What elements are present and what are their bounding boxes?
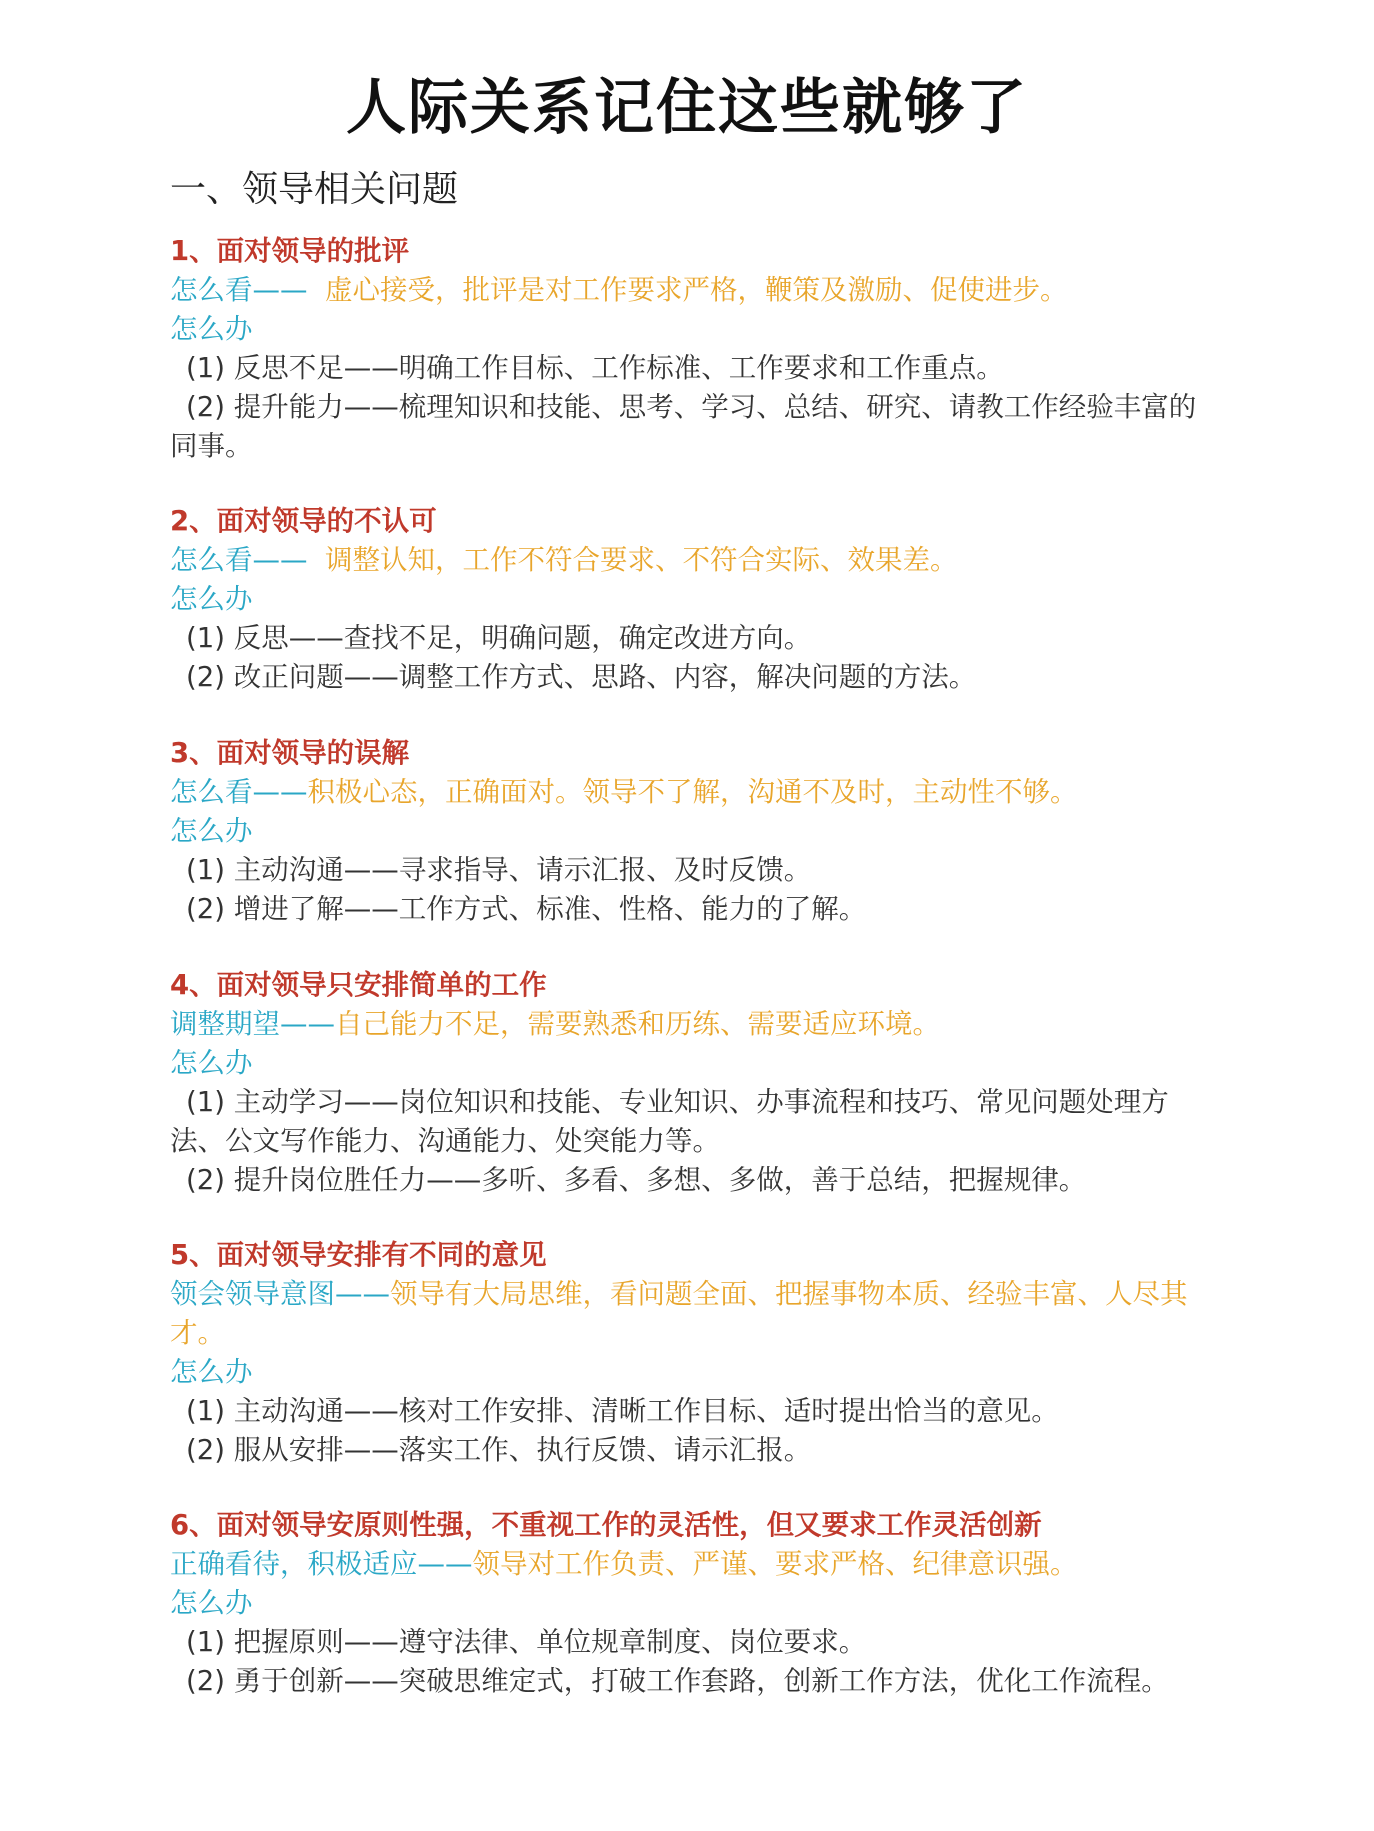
question-title: 5、面对领导安排有不同的意见	[170, 1239, 547, 1271]
how-view-label: 领会领导意图——	[170, 1278, 390, 1310]
how-view-label: 正确看待，积极适应——	[170, 1548, 473, 1580]
how-do-label: 怎么办	[170, 815, 253, 847]
list-item: (1) 主动沟通——核对工作安排、清晰工作目标、适时提出恰当的意见。	[186, 1395, 1059, 1427]
question-block-2	[170, 502, 1220, 697]
how-view-text: 调整认知，工作不符合要求、不符合实际、效果差。	[307, 544, 958, 576]
how-view-label: 怎么看——	[170, 274, 308, 306]
how-view-line	[170, 773, 1220, 812]
how-view-label: 怎么看——	[170, 544, 308, 576]
how-view-line	[170, 1005, 1220, 1044]
list-item: (2) 改正问题——调整工作方式、思路、内容，解决问题的方法。	[186, 661, 977, 693]
how-do-label: 怎么办	[170, 583, 253, 615]
list-item: (2) 提升能力——梳理知识和技能、思考、学习、总结、研究、请教工作经验丰富的同事。	[170, 391, 1197, 462]
how-view-text: 领导有大局思维，看问题全面、把握事物本质、经验丰富、人尽其才。	[170, 1278, 1188, 1349]
how-view-text: 领导对工作负责、严谨、要求严格、纪律意识强。	[472, 1548, 1078, 1580]
how-do-label: 怎么办	[170, 313, 253, 345]
section-heading: 一、领导相关问题	[170, 169, 459, 210]
list-item: (1) 反思——查找不足，明确问题，确定改进方向。	[186, 622, 812, 654]
question-block-1	[170, 232, 1220, 466]
page-title: 人际关系记住这些就够了	[346, 73, 1028, 143]
how-view-text: 自己能力不足，需要熟悉和历练、需要适应环境。	[335, 1008, 940, 1040]
question-block-3	[170, 734, 1220, 929]
question-title: 6、面对领导安原则性强，不重视工作的灵活性，但又要求工作灵活创新	[170, 1509, 1042, 1541]
question-block-5	[170, 1236, 1220, 1470]
question-title: 3、面对领导的误解	[170, 737, 410, 769]
how-view-text: 虚心接受，批评是对工作要求严格，鞭策及激励、促使进步。	[307, 274, 1068, 306]
list-item: (2) 增进了解——工作方式、标准、性格、能力的了解。	[186, 893, 867, 925]
how-do-label: 怎么办	[170, 1587, 253, 1619]
question-title: 2、面对领导的不认可	[170, 505, 437, 537]
how-view-line	[170, 271, 1220, 310]
list-item: (1) 把握原则——遵守法律、单位规章制度、岗位要求。	[186, 1626, 867, 1658]
question-block-6	[170, 1506, 1220, 1701]
how-view-text: 积极心态，正确面对。领导不了解，沟通不及时，主动性不够。	[307, 776, 1078, 808]
how-view-label: 调整期望——	[170, 1008, 335, 1040]
question-block-4	[170, 966, 1220, 1200]
how-view-line	[170, 1545, 1220, 1584]
list-item: (1) 反思不足——明确工作目标、工作标准、工作要求和工作重点。	[186, 352, 1004, 384]
question-title: 1、面对领导的批评	[170, 235, 410, 267]
how-view-line	[170, 1275, 1220, 1353]
list-item: (2) 勇于创新——突破思维定式，打破工作套路，创新工作方法，优化工作流程。	[186, 1665, 1169, 1697]
list-item: (2) 提升岗位胜任力——多听、多看、多想、多做，善于总结，把握规律。	[186, 1164, 1087, 1196]
how-view-line	[170, 541, 1220, 580]
how-do-label: 怎么办	[170, 1356, 253, 1388]
how-do-label: 怎么办	[170, 1047, 253, 1079]
how-view-label: 怎么看——	[170, 776, 308, 808]
list-item: (2) 服从安排——落实工作、执行反馈、请示汇报。	[186, 1434, 812, 1466]
list-item: (1) 主动学习——岗位知识和技能、专业知识、办事流程和技巧、常见问题处理方法、公文写作能力、沟通能力、处突能力等。	[170, 1086, 1169, 1157]
question-title: 4、面对领导只安排简单的工作	[170, 969, 547, 1001]
list-item: (1) 主动沟通——寻求指导、请示汇报、及时反馈。	[186, 854, 812, 886]
